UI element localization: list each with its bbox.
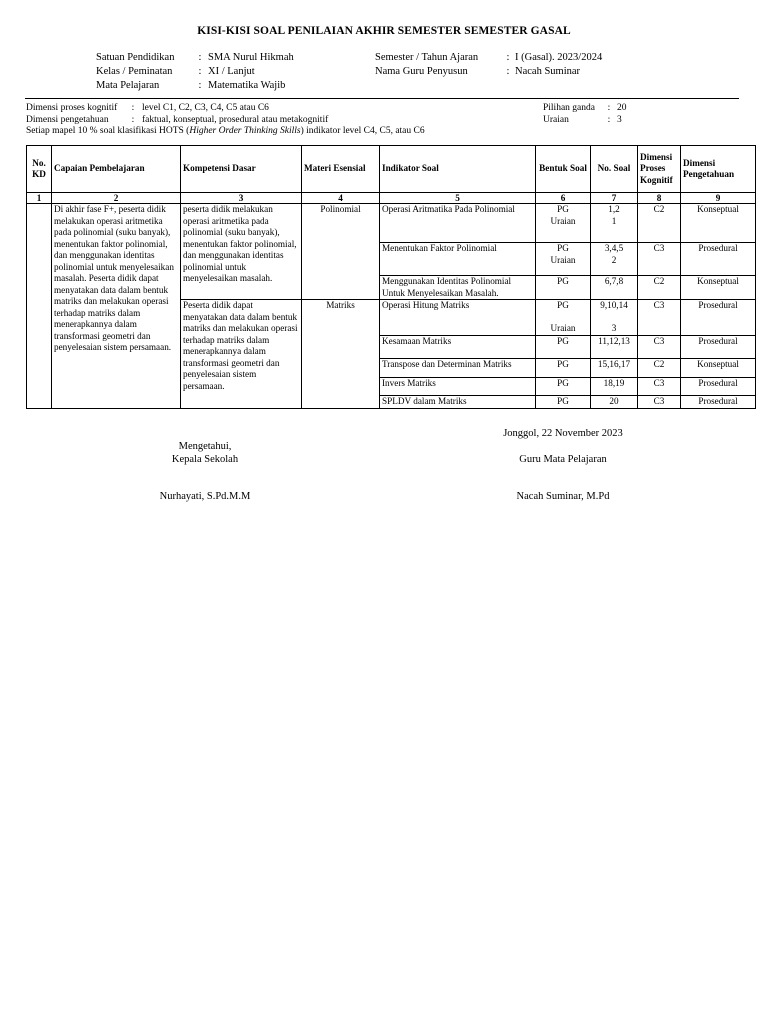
header-value: Nacah Suminar	[515, 66, 581, 77]
document-title: KISI-KISI SOAL PENILAIAN AKHIR SEMESTER SEMESTER GASAL	[197, 25, 571, 37]
indikator-cell: Transpose dan Determinan Matriks	[380, 358, 536, 377]
no-soal-cell: 20	[591, 395, 638, 408]
meta-label: Uraian	[543, 114, 569, 125]
materi-cell: Matriks	[302, 300, 380, 409]
meta-right	[543, 103, 627, 126]
header-bentuk: Bentuk Soal	[536, 146, 591, 193]
no-soal-cell: 11,12,13	[591, 335, 638, 358]
right-signature-name: Nacah Suminar, M.Pd	[516, 491, 610, 502]
kognitif-cell: C3	[638, 395, 681, 408]
header-label: Satuan Pendidikan	[96, 52, 175, 63]
pengetahuan-cell: Konseptual	[681, 358, 756, 377]
bentuk-cell: PG	[536, 377, 591, 395]
header-left	[96, 51, 294, 93]
header-label: Nama Guru Penyusun	[375, 66, 468, 77]
header-value: Matematika Wajib	[208, 80, 286, 91]
meta-separator: :	[131, 103, 135, 113]
kognitif-cell: C3	[638, 300, 681, 336]
header-value: I (Gasal). 2023/2024	[515, 52, 603, 63]
kognitif-cell: C3	[638, 243, 681, 276]
column-number: 8	[638, 193, 681, 204]
header-label: Semester / Tahun Ajaran	[375, 52, 479, 63]
meta-value: 3	[617, 114, 622, 125]
meta-separator: :	[131, 114, 135, 125]
kognitif-cell: C2	[638, 204, 681, 243]
header-no-soal: No. Soal	[591, 146, 638, 193]
kognitif-cell: C3	[638, 335, 681, 358]
kognitif-cell: C3	[638, 377, 681, 395]
pengetahuan-cell: Prosedural	[681, 243, 756, 276]
column-number: 6	[536, 193, 591, 204]
header-divider	[25, 98, 739, 99]
indikator-cell: Menentukan Faktor Polinomial	[380, 243, 536, 276]
header-label: Mata Pelajaran	[96, 80, 160, 91]
meta-value: 20	[617, 103, 627, 113]
pengetahuan-cell: Prosedural	[681, 377, 756, 395]
pengetahuan-cell: Konseptual	[681, 204, 756, 243]
header-kompetensi: Kompetensi Dasar	[181, 146, 302, 193]
header-no-kd: No. KD	[27, 146, 52, 193]
header-separator: :	[198, 52, 202, 63]
left-signature-title: Kepala Sekolah	[171, 454, 239, 465]
left-signature-line1: Mengetahui,	[178, 441, 232, 452]
pengetahuan-cell: Prosedural	[681, 300, 756, 336]
hots-suffix: ) indikator level C4, C5, atau C6	[300, 126, 425, 136]
pengetahuan-cell: Prosedural	[681, 335, 756, 358]
bentuk-cell: PG	[536, 395, 591, 408]
no-soal-cell: 1,2 1	[591, 204, 638, 243]
no-soal-cell: 18,19	[591, 377, 638, 395]
header-value: XI / Lanjut	[208, 66, 255, 77]
meta-left	[26, 103, 425, 138]
column-number: 2	[52, 193, 181, 204]
indikator-cell: Operasi Hitung Matriks	[380, 300, 536, 336]
meta-value: level C1, C2, C3, C4, C5 atau C6	[142, 103, 269, 113]
table-row	[27, 204, 756, 243]
kognitif-cell: C2	[638, 358, 681, 377]
header-value: SMA Nurul Hikmah	[208, 52, 294, 63]
meta-label: Pilihan ganda	[543, 103, 595, 113]
bentuk-cell: PG Uraian	[536, 243, 591, 276]
kompetensi-cell: peserta didik melakukan operasi aritmetika pada polinomial (suku banyak), menentukan faktor polinomial, dan menggunakan identitas polinomial untuk menyelesaikan masalah.	[181, 204, 302, 300]
no-kd-cell	[27, 204, 52, 409]
indikator-cell: Invers Matriks	[380, 377, 536, 395]
meta-label: Dimensi pengetahuan	[26, 114, 109, 125]
right-signature-title: Guru Mata Pelajaran	[519, 454, 607, 465]
header-pengetahuan: Dimensi Pengetahuan	[681, 146, 756, 193]
kompetensi-cell: Peserta didik dapat menyatakan data dalam bentuk matriks dan melakukan operasi terhadap matriks dalam menerapkannya dalam transformasi geometri dan penyelesaian sistem persamaan.	[181, 300, 302, 409]
bentuk-cell: PG	[536, 276, 591, 300]
header-separator: :	[198, 80, 202, 91]
column-number: 4	[302, 193, 380, 204]
materi-cell: Polinomial	[302, 204, 380, 300]
header-separator: :	[198, 66, 202, 77]
bentuk-cell: PG Uraian	[536, 300, 591, 336]
indikator-cell: Menggunakan Identitas Polinomial Untuk Menyelesaikan Masalah.	[380, 276, 536, 300]
hots-note	[26, 126, 425, 138]
meta-separator: :	[607, 114, 611, 125]
bentuk-cell: PG Uraian	[536, 204, 591, 243]
column-number: 5	[380, 193, 536, 204]
no-soal-cell: 3,4,5 2	[591, 243, 638, 276]
header-right	[375, 51, 602, 79]
bentuk-cell: PG	[536, 335, 591, 358]
meta-label: Dimensi proses kognitif	[26, 103, 118, 113]
column-number: 7	[591, 193, 638, 204]
meta-separator: :	[607, 103, 611, 113]
indikator-cell: Operasi Aritmatika Pada Polinomial	[380, 204, 536, 243]
meta-value: faktual, konseptual, prosedural atau metakognitif	[142, 114, 329, 125]
kisi-kisi-table	[26, 145, 756, 409]
left-signature-name: Nurhayati, S.Pd.M.M	[159, 491, 251, 502]
no-soal-cell: 15,16,17	[591, 358, 638, 377]
column-number: 3	[181, 193, 302, 204]
header-capaian: Capaian Pembelajaran	[52, 146, 181, 193]
indikator-cell: Kesamaan Matriks	[380, 335, 536, 358]
no-soal-cell: 6,7,8	[591, 276, 638, 300]
column-number-row	[27, 193, 756, 204]
header-kognitif: Dimensi Proses Kognitif	[638, 146, 681, 193]
column-number: 9	[681, 193, 756, 204]
header-indikator: Indikator Soal	[380, 146, 536, 193]
header-materi: Materi Esensial	[302, 146, 380, 193]
table-header-row	[27, 146, 756, 193]
indikator-cell: SPLDV dalam Matriks	[380, 395, 536, 408]
pengetahuan-cell: Konseptual	[681, 276, 756, 300]
header-separator: :	[506, 52, 510, 63]
header-label: Kelas / Peminatan	[96, 66, 173, 77]
kognitif-cell: C2	[638, 276, 681, 300]
place-date: Jonggol, 22 November 2023	[503, 428, 623, 439]
hots-italic: Higher Order Thinking Skills	[189, 126, 301, 136]
hots-prefix: Setiap mapel 10 % soal klasifikasi HOTS (	[26, 126, 190, 136]
column-number: 1	[27, 193, 52, 204]
capaian-cell: Di akhir fase F+, peserta didik melakukan operasi aritmetika pada polinomial (suku banyak), menentukan faktor polinomial, dan menggunakan identitas polinomial untuk menyelesaikan masalah. Peserta didik dapat menyatakan data dalam bentuk matriks dan melakukan operasi terhadap matriks dalam menerapkannya dalam transformasi geometri dan penyelesaian sistem persamaan.	[52, 204, 181, 409]
header-separator: :	[506, 66, 510, 77]
pengetahuan-cell: Prosedural	[681, 395, 756, 408]
no-soal-cell: 9,10,14 3	[591, 300, 638, 336]
bentuk-cell: PG	[536, 358, 591, 377]
